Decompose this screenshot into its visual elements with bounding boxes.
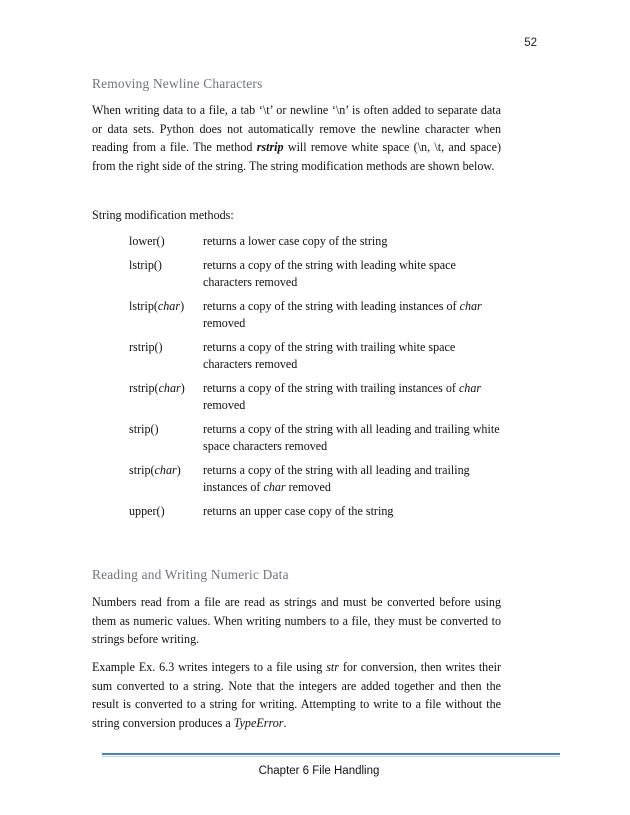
method-desc: returns a copy of the string with trailing white space characters removed bbox=[203, 340, 456, 371]
method-name: lstrip() bbox=[129, 258, 162, 272]
method-name: strip(char) bbox=[129, 463, 181, 477]
method-name: lower() bbox=[129, 234, 165, 248]
method-row-lstrip-char bbox=[129, 298, 501, 339]
method-row-rstrip-char bbox=[129, 380, 501, 421]
page-number: 52 bbox=[524, 37, 537, 49]
footer-chapter-title: Chapter 6 File Handling bbox=[258, 765, 380, 777]
section-heading-numeric-data: Reading and Writing Numeric Data bbox=[92, 567, 289, 582]
method-row-rstrip bbox=[129, 339, 501, 380]
newline-paragraph-text-1: When writing data to a file, a tab ‘\t’ or newline ‘\n’ is often added to separate data or data sets. Python does not automatically remove the newline character when reading from a file. The method bbox=[92, 103, 501, 155]
method-desc: returns a lower case copy of the string bbox=[203, 234, 388, 248]
method-row-lstrip bbox=[129, 257, 501, 298]
method-row-upper bbox=[129, 503, 501, 523]
method-desc: returns a copy of the string with leading instances of char removed bbox=[203, 299, 482, 330]
section-heading-removing-newline: Removing Newline Characters bbox=[92, 76, 263, 91]
numeric-paragraph-2: Example Ex. 6.3 writes integers to a file using str for conversion, then writes their sum converted to a string. Note that the integers are added together and then the result is converted to a string for writing. Attempting to write to a file without the string conversion produces a TypeError. bbox=[92, 660, 501, 730]
method-name: lstrip(char) bbox=[129, 299, 185, 313]
newline-paragraph-text-2: will remove white space (\n, \t, and space) from the right side of the string. The string modification methods are shown below. bbox=[92, 140, 501, 173]
method-name: rstrip() bbox=[129, 340, 163, 354]
footer-rule-shadow bbox=[102, 756, 560, 757]
footer-rule bbox=[102, 753, 560, 755]
numeric-paragraph-1: Numbers read from a file are read as strings and must be converted before using them as numeric values. When writing numbers to a file, they must be converted to strings before writing. bbox=[92, 595, 501, 647]
method-desc: returns a copy of the string with all leading and trailing instances of char removed bbox=[203, 463, 470, 494]
method-desc: returns a copy of the string with all leading and trailing white space characters removed bbox=[203, 422, 500, 453]
newline-paragraph bbox=[92, 101, 501, 175]
str-function: str bbox=[326, 660, 339, 674]
rstrip-emphasis: rstrip bbox=[256, 140, 284, 155]
typeerror-term: TypeError bbox=[233, 715, 284, 730]
method-name: strip() bbox=[129, 422, 159, 436]
method-desc: returns a copy of the string with trailing instances of char removed bbox=[203, 381, 482, 412]
method-row-lower bbox=[129, 233, 501, 257]
methods-intro: String modification methods: bbox=[92, 208, 234, 222]
method-desc: returns a copy of the string with leading white space characters removed bbox=[203, 258, 456, 289]
method-row-strip-char bbox=[129, 462, 501, 503]
string-methods-table bbox=[129, 233, 501, 523]
method-name: upper() bbox=[129, 504, 165, 518]
method-name: rstrip(char) bbox=[129, 381, 185, 395]
method-row-strip bbox=[129, 421, 501, 462]
method-desc: returns an upper case copy of the string bbox=[203, 504, 394, 518]
